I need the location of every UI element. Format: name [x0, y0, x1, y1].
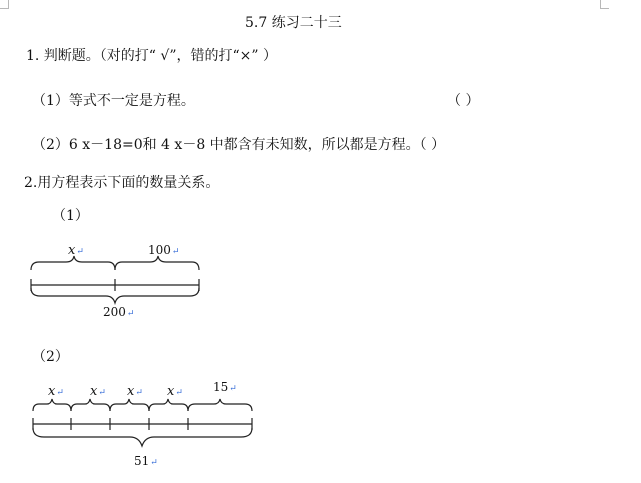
q1-item1: （1）等式不一定是方程。	[32, 93, 195, 109]
sub2-brace-x3	[110, 399, 149, 411]
q1-item1-answer-paren[interactable]: （ ）	[447, 93, 480, 109]
page-title: 5.7 练习二十三	[245, 15, 342, 31]
return-mark-icon: ↵	[150, 458, 158, 468]
return-mark-icon: ↵	[126, 309, 135, 319]
q2-sub1-label: （1）	[52, 208, 89, 224]
q2-sub2-label: （2）	[32, 349, 69, 365]
sub2-brace-x2	[71, 399, 110, 411]
sub1-x-label: x↵	[68, 243, 84, 258]
sub2-brace-x4	[149, 399, 188, 411]
q1-heading: 1. 判断题。（对的打“ √”，错的打“×” ）	[26, 48, 277, 64]
return-mark-icon: ↵	[135, 388, 143, 398]
q2-heading: 2.用方程表示下面的数量关系。	[24, 175, 220, 191]
return-mark-icon: ↵	[76, 247, 84, 257]
return-mark-icon: ↵	[171, 247, 180, 257]
sub1-100-label: 100↵	[148, 243, 180, 257]
return-mark-icon: ↵	[98, 388, 106, 398]
sub2-brace-total	[33, 428, 252, 446]
q1-item2: （2）6 x－18=0和 4 x－8 中都含有未知数，所以都是方程。（ ）	[32, 137, 446, 153]
sub2-x-label-2: x↵	[90, 384, 106, 399]
sub2-total-label: 51↵	[134, 454, 158, 468]
sub2-x-label-4: x↵	[167, 384, 183, 399]
sub2-15-label: 15↵	[213, 380, 237, 394]
return-mark-icon: ↵	[56, 388, 64, 398]
return-mark-icon: ↵	[175, 388, 183, 398]
sub2-brace-15	[188, 399, 252, 411]
return-mark-icon: ↵	[229, 384, 237, 394]
sub1-total-label: 200↵	[103, 305, 135, 319]
sub2-brace-x1	[33, 399, 71, 411]
sub2-x-label-1: x↵	[48, 384, 64, 399]
sub2-x-label-3: x↵	[127, 384, 143, 399]
